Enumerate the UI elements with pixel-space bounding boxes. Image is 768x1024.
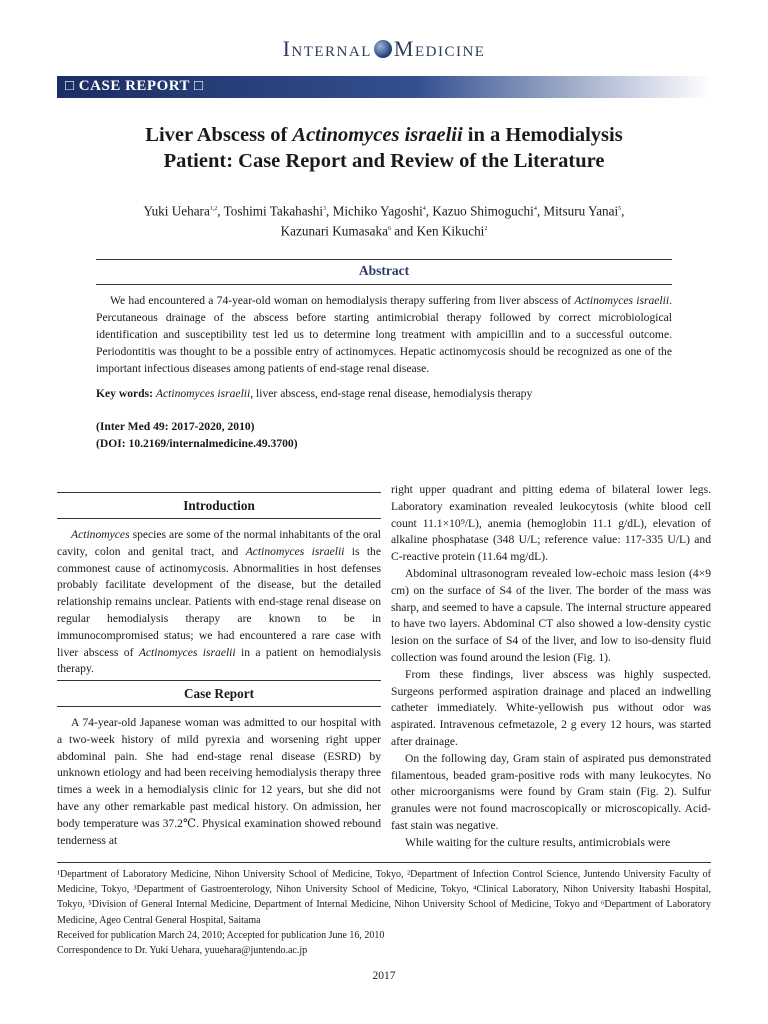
received-dates: Received for publication March 24, 2010; Accepted for publication June 16, 2010 [57,929,385,941]
intro-species: Actinomyces [71,528,130,541]
author-list: Yuki Uehara$^{1,2}$, Toshimi Takahashi$^3$, Michiko Yagoshi$^4$, Kazuo Shimoguchi$^4$, Mitsuru Yanai$^5$, Kazunari Kumasaka$^6$ and Ken Kikuchi$^2$ [143,203,625,239]
author-name: Toshimi Takahashi [223,203,324,219]
case-report-paragraph: A 74-year-old Japanese woman was admitted to our hospital with a two-week history of mild pyrexia and worsening right upper abdominal pain. She had end-stage renal disease (ESRD) by unknown etiology and had been receiving hemodialysis therapy three times a week in a hemodialysis clinic for 12 years, but she did not have any other remarkable past medical history. On admission, her body temperature was 37.2℃. Physical examination showed rebound tenderness at [57,716,381,847]
journal-citation: (Inter Med 49: 2017-2020, 2010) [96,420,255,433]
author-affiliation-mark: 6 [387,226,391,233]
drainage-paragraph: From these findings, liver abscess was highly suspected. Surgeons performed aspiration drainage and placed an indwelling catheter immediately. White-yellowish pus without odor was aspirated. Intravenous cefmetazole, 2 g every 12 hours, was started after drainage. [391,667,711,748]
right-column-body [391,482,711,852]
intro-text: is the commonest cause of actinomycosis. Abnormalities in host defenses probably facilitate development of the disease, but the detailed relationship remains unclear. Patients with end-stage renal disease on regular hemodialysis therapy are known to be in immunocompromised status; we had encountered a rare case with liver abscess of [57,544,381,659]
intro-species: Actinomyces israelii [245,544,345,558]
keyword-species: Actinomyces israelii [155,387,251,400]
abstract-heading: Abstract [358,263,410,278]
author-affiliation-mark: 5 [618,206,622,212]
intro-text: species are some of the normal inhabitants of the oral cavity, colon and genital tract, and [57,528,381,558]
intro-top-rule [57,492,381,493]
introduction-body [57,527,381,678]
abstract-text: We had encountered a 74-year-old woman on hemodialysis therapy suffering from liver abscess of [110,294,575,307]
lab-findings-paragraph: right upper quadrant and pitting edema of bilateral lower legs. Laboratory examination revealed leukocytosis (white blood cell count 11.1×10⁹/L), anemia (hemoglobin 11.1 g/dL), elevation of alkaline phosphatase (348 U/L; reference value: 117-335 U/L) and C-reactive protein (11.64 mg/dL). [391,483,711,564]
author-affiliation-mark: 2 [484,226,488,233]
author-name: Mitsuru Yanai [543,203,619,219]
abstract-heading-rule [96,284,672,285]
page-number: 2017 [372,970,396,982]
author-name: Kazuo Shimoguchi [432,203,534,219]
article-type-label: □ CASE REPORT □ [65,78,204,94]
imaging-paragraph: Abdominal ultrasonogram revealed low-echoic mass lesion (4×9 cm) on the surface of S4 of the liver. The border of the mass was sharp, and seemed to have a capsule. The internal structure appeared to have two layers. Abdominal CT also showed a low-density cystic lesion on the surface of S4 of the liver, and low to iso-density fluid collection was found around the lesion (Fig. 1). [391,566,711,664]
title-line-2: Patient: Case Report and Review of the Literature [163,150,605,172]
abstract-body [96,292,672,377]
abstract-text: . Percutaneous drainage of the abscess before starting antimicrobial therapy followed by correct microbiological identification and susceptibility test led us to determine long treatment with ampicillin and to a successful outcome. Periodontitis was thought to be a possible entry of actinomyces. Hepatic actinomycosis should be recognized as one of the important infectious diseases among patients of end-stage renal disease. [96,294,672,375]
journal-name-left: Internal [282,36,372,61]
author-affiliation-mark: 3 [323,206,327,212]
author-name: Ken Kikuchi [416,223,485,239]
author-affiliation-mark: 1,2 [209,206,218,212]
case-report-heading: Case Report [184,686,254,701]
case-report-body [57,715,381,849]
affiliations: ¹Department of Laboratory Medicine, Nihon University School of Medicine, Tokyo, ²Department of Infection Control Science, Juntendo University Faculty of Medicine, Tokyo, ³Department of Gastroenterology, Nihon University School of Medicine, Tokyo, ⁴Clinical Laboratory, Nihon University Itabashi Hospital, Tokyo, ⁵Division of General Internal Medicine, Department of Internal Medicine, Nihon University School of Medicine, Tokyo and ⁶Department of Laboratory Medicine, Ageo Central General Hospital, Saitama [57,869,711,926]
keywords-list: , liver abscess, end-stage renal disease, hemodialysis therapy [250,387,533,400]
article-type-banner [57,76,711,98]
intro-text: in a patient on hemodialysis therapy. [57,645,381,676]
keywords [96,387,672,400]
case-top-rule [57,680,381,681]
culture-paragraph: While waiting for the culture results, antimicrobials were [405,835,671,849]
case-bottom-rule [57,706,381,707]
footnote [57,867,711,958]
intro-species: Actinomyces israelii [138,645,236,659]
correspondence: Correspondence to Dr. Yuki Uehara, yuuehara@juntendo.ac.jp [57,945,308,957]
doi-citation: (DOI: 10.2169/internalmedicine.49.3700) [96,437,298,450]
citation-block [96,418,298,452]
abstract-species: Actinomyces israelii [574,294,670,307]
author-affiliation-mark: 4 [422,206,426,212]
introduction-heading: Introduction [183,498,255,513]
author-name: Michiko Yagoshi [332,203,423,219]
keywords-label: Key words: [96,387,153,400]
journal-masthead [0,36,768,62]
article-title [60,122,708,174]
author-name: Yuki Uehara [143,203,210,219]
abstract-top-rule [96,259,672,260]
title-species: Actinomyces israelii [292,124,463,146]
gram-stain-paragraph: On the following day, Gram stain of aspirated pus demonstrated filamentous, beaded gram-positive rods with many leukocytes. No other microorganisms were found by Gram stain (Fig. 2). Sulfur granules were not found macroscopically or microscopically. Acid-fast stain was negative. [391,751,711,832]
author-affiliation-mark: 4 [533,206,537,212]
author-name: Kazunari Kumasaka [280,223,388,239]
globe-logo-icon [374,40,392,58]
title-text: in a Hemodialysis [462,124,623,146]
journal-name-right: Medicine [393,36,486,61]
footnote-rule [57,862,711,863]
title-text: Liver Abscess of [145,124,293,146]
intro-bottom-rule [57,518,381,519]
